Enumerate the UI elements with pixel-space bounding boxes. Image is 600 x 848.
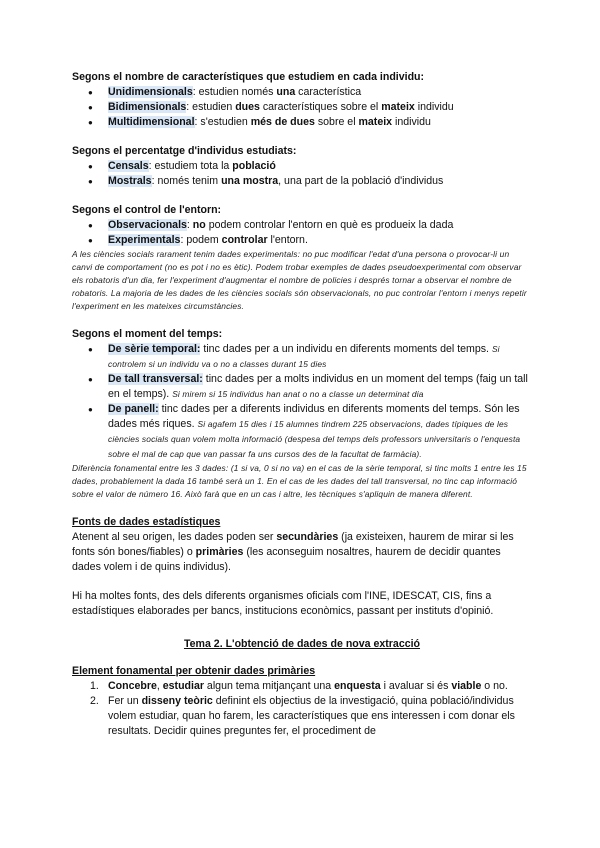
bold-text: primàries	[195, 546, 244, 558]
text: característiques sobre el	[259, 101, 382, 113]
text: individu	[392, 116, 431, 128]
list-item	[108, 402, 532, 462]
text: : estudiem tota la	[148, 160, 233, 172]
chapter-title: Tema 2. L'obtenció de dades de nova extracció	[183, 638, 421, 650]
text: , una part de la població d'individus	[278, 175, 444, 187]
text: algun tema mitjançant una	[203, 680, 335, 692]
term: Unidimensionals	[108, 86, 193, 98]
bullet-list	[72, 218, 532, 248]
text: sobre el	[314, 116, 359, 128]
text: (les aconseguim nosaltres, haurem de decidir quantes dades volem i de quins individus).	[72, 546, 501, 573]
list-item	[90, 694, 532, 739]
term: De panell:	[108, 403, 159, 415]
bullet-list	[72, 159, 532, 189]
bold-text: Concebre	[108, 680, 157, 692]
text: : només tenim	[151, 175, 222, 187]
text: : estudien	[186, 101, 236, 113]
list-item	[108, 159, 532, 174]
text: Atenent al seu origen, les dades poden ser	[72, 531, 277, 543]
bold-text: població	[232, 160, 276, 172]
term: Bidimensionals	[108, 101, 187, 113]
section-title: Segons el moment del temps:	[72, 328, 223, 340]
bold-text: una	[276, 86, 296, 98]
text: individu	[414, 101, 454, 113]
text: ,	[156, 680, 163, 692]
section-primary-data	[72, 664, 532, 739]
bold-text: disseny teòric	[141, 695, 213, 707]
paragraph	[72, 530, 532, 575]
section-characteristics	[72, 70, 532, 130]
text: Fer un	[108, 695, 142, 707]
term: Experimentals	[108, 234, 181, 246]
bold-text: dues	[235, 101, 260, 113]
bold-text: més de dues	[250, 116, 315, 128]
text: :	[186, 219, 193, 231]
text: tinc dades per a un individu en diferents moments del temps.	[200, 343, 492, 355]
section-percentage	[72, 144, 532, 189]
list-item	[108, 100, 532, 115]
bold-text: estudiar	[162, 680, 204, 692]
text: podem controlar l'entorn en què es produeix la dada	[205, 219, 454, 231]
bold-text: controlar	[221, 234, 268, 246]
note-text: A les ciències socials rarament tenim dades experimentals: no puc modificar l'edat d'una persona o provocar-li un canvi de comportament (no es pot i no es ètic). Podem trobar exemples de dades pseudoexperimental com observar els robatoris d'un dia, fer l'experiment d'augmentar el nombre de policies i després tornar a observar el nombre de robatoris. La majoria de les dades de les ciències socials són observacionals, no puc controlar l'entorn i menys repetir l'experiment en les mateixes circumstàncies.	[72, 249, 527, 311]
section-sources	[72, 515, 532, 619]
list-item	[108, 174, 532, 189]
bullet-list	[72, 85, 532, 130]
text: (ja existeixen, haurem de mirar si les fonts són bones/fiables) o	[72, 531, 514, 558]
note-inline: Si mirem si 15 individus han anat o no a classe un determinat dia	[172, 389, 424, 399]
section-title: Segons el percentatge d'individus estudiats:	[72, 145, 297, 157]
section-environment	[72, 203, 532, 313]
list-item	[108, 233, 532, 248]
text: tinc dades per a molts individus en un moment del temps (faig un tall en el temps).	[108, 373, 528, 400]
section-title: Segons el nombre de característiques que estudiem en cada individu:	[72, 71, 425, 83]
term: Censals	[108, 160, 149, 172]
bold-text: una mostra	[221, 175, 279, 187]
term: Mostrals	[108, 175, 152, 187]
list-item	[90, 679, 532, 694]
list-item	[108, 372, 532, 402]
section-title: Element fonamental per obtenir dades primàries	[72, 665, 316, 677]
text: definint els objectius de la investigació, quina població/individus volem estudiar, quan ho farem, les característiques que ens interessen i com donar els resultats. Decidir quines preguntes fer, el procediment de	[108, 695, 515, 737]
term: Multidimensional	[108, 116, 195, 128]
list-item	[108, 218, 532, 233]
chapter-heading	[72, 637, 532, 652]
bold-text: enquesta	[334, 680, 381, 692]
numbered-list	[72, 679, 532, 739]
term: De sèrie temporal:	[108, 343, 201, 355]
bold-text: no	[192, 219, 206, 231]
list-number: 2.	[90, 695, 99, 707]
text: : podem	[180, 234, 222, 246]
section-title: Fonts de dades estadístiques	[72, 516, 221, 528]
text: i avaluar si és	[380, 680, 452, 692]
section-time	[72, 327, 532, 501]
list-number: 1.	[90, 680, 99, 692]
note-inline: Si agafem 15 dies i 15 alumnes tindrem 225 observacions, dades típiques de les ciències socials quan volem molta informació (despesa del temps dels professors universitaris o l'enquesta sobre el mal de cap que van passar fa uns cursos des de la facultat de farmàcia).	[108, 419, 521, 459]
text: característica	[295, 86, 362, 98]
section-title: Segons el control de l'entorn:	[72, 204, 222, 216]
term: Observacionals	[108, 219, 187, 231]
text: l'entorn.	[267, 234, 308, 246]
text: : s'estudien	[194, 116, 251, 128]
list-item	[108, 115, 532, 130]
document-page	[72, 70, 532, 739]
paragraph: Hi ha moltes fonts, des dels diferents organismes oficials com l'INE, IDESCAT, CIS, fins a estadístiques elaborades per bancs, institucions econòmics, passant per instituts d'opinió.	[72, 590, 494, 617]
term: De tall transversal:	[108, 373, 203, 385]
note-inline: Si controlem si un individu va o no a classes durant 15 dies	[108, 344, 500, 369]
text: : estudien només	[192, 86, 277, 98]
note-text: Diferència fonamental entre les 3 dades: (1 si va, 0 si no va) en el cas de la sèrie temporal, si tinc molts 1 entre les 15 dades, probablement la dada 16 també serà un 1. En el cas de les dades del tall transversal, no tinc cap informació sobre el valor de número 16. Això farà que en un cas i altre, les tècniques s'apliquin de manera diferent.	[72, 463, 527, 499]
bold-text: secundàries	[276, 531, 339, 543]
text: o no.	[481, 680, 508, 692]
bold-text: mateix	[358, 116, 393, 128]
list-item	[108, 342, 532, 372]
bullet-list	[72, 342, 532, 462]
bold-text: mateix	[381, 101, 415, 113]
text: tinc dades per a diferents individus en diferents moments del temps. Són les dades més riques.	[108, 403, 520, 430]
list-item	[108, 85, 532, 100]
bold-text: viable	[451, 680, 482, 692]
